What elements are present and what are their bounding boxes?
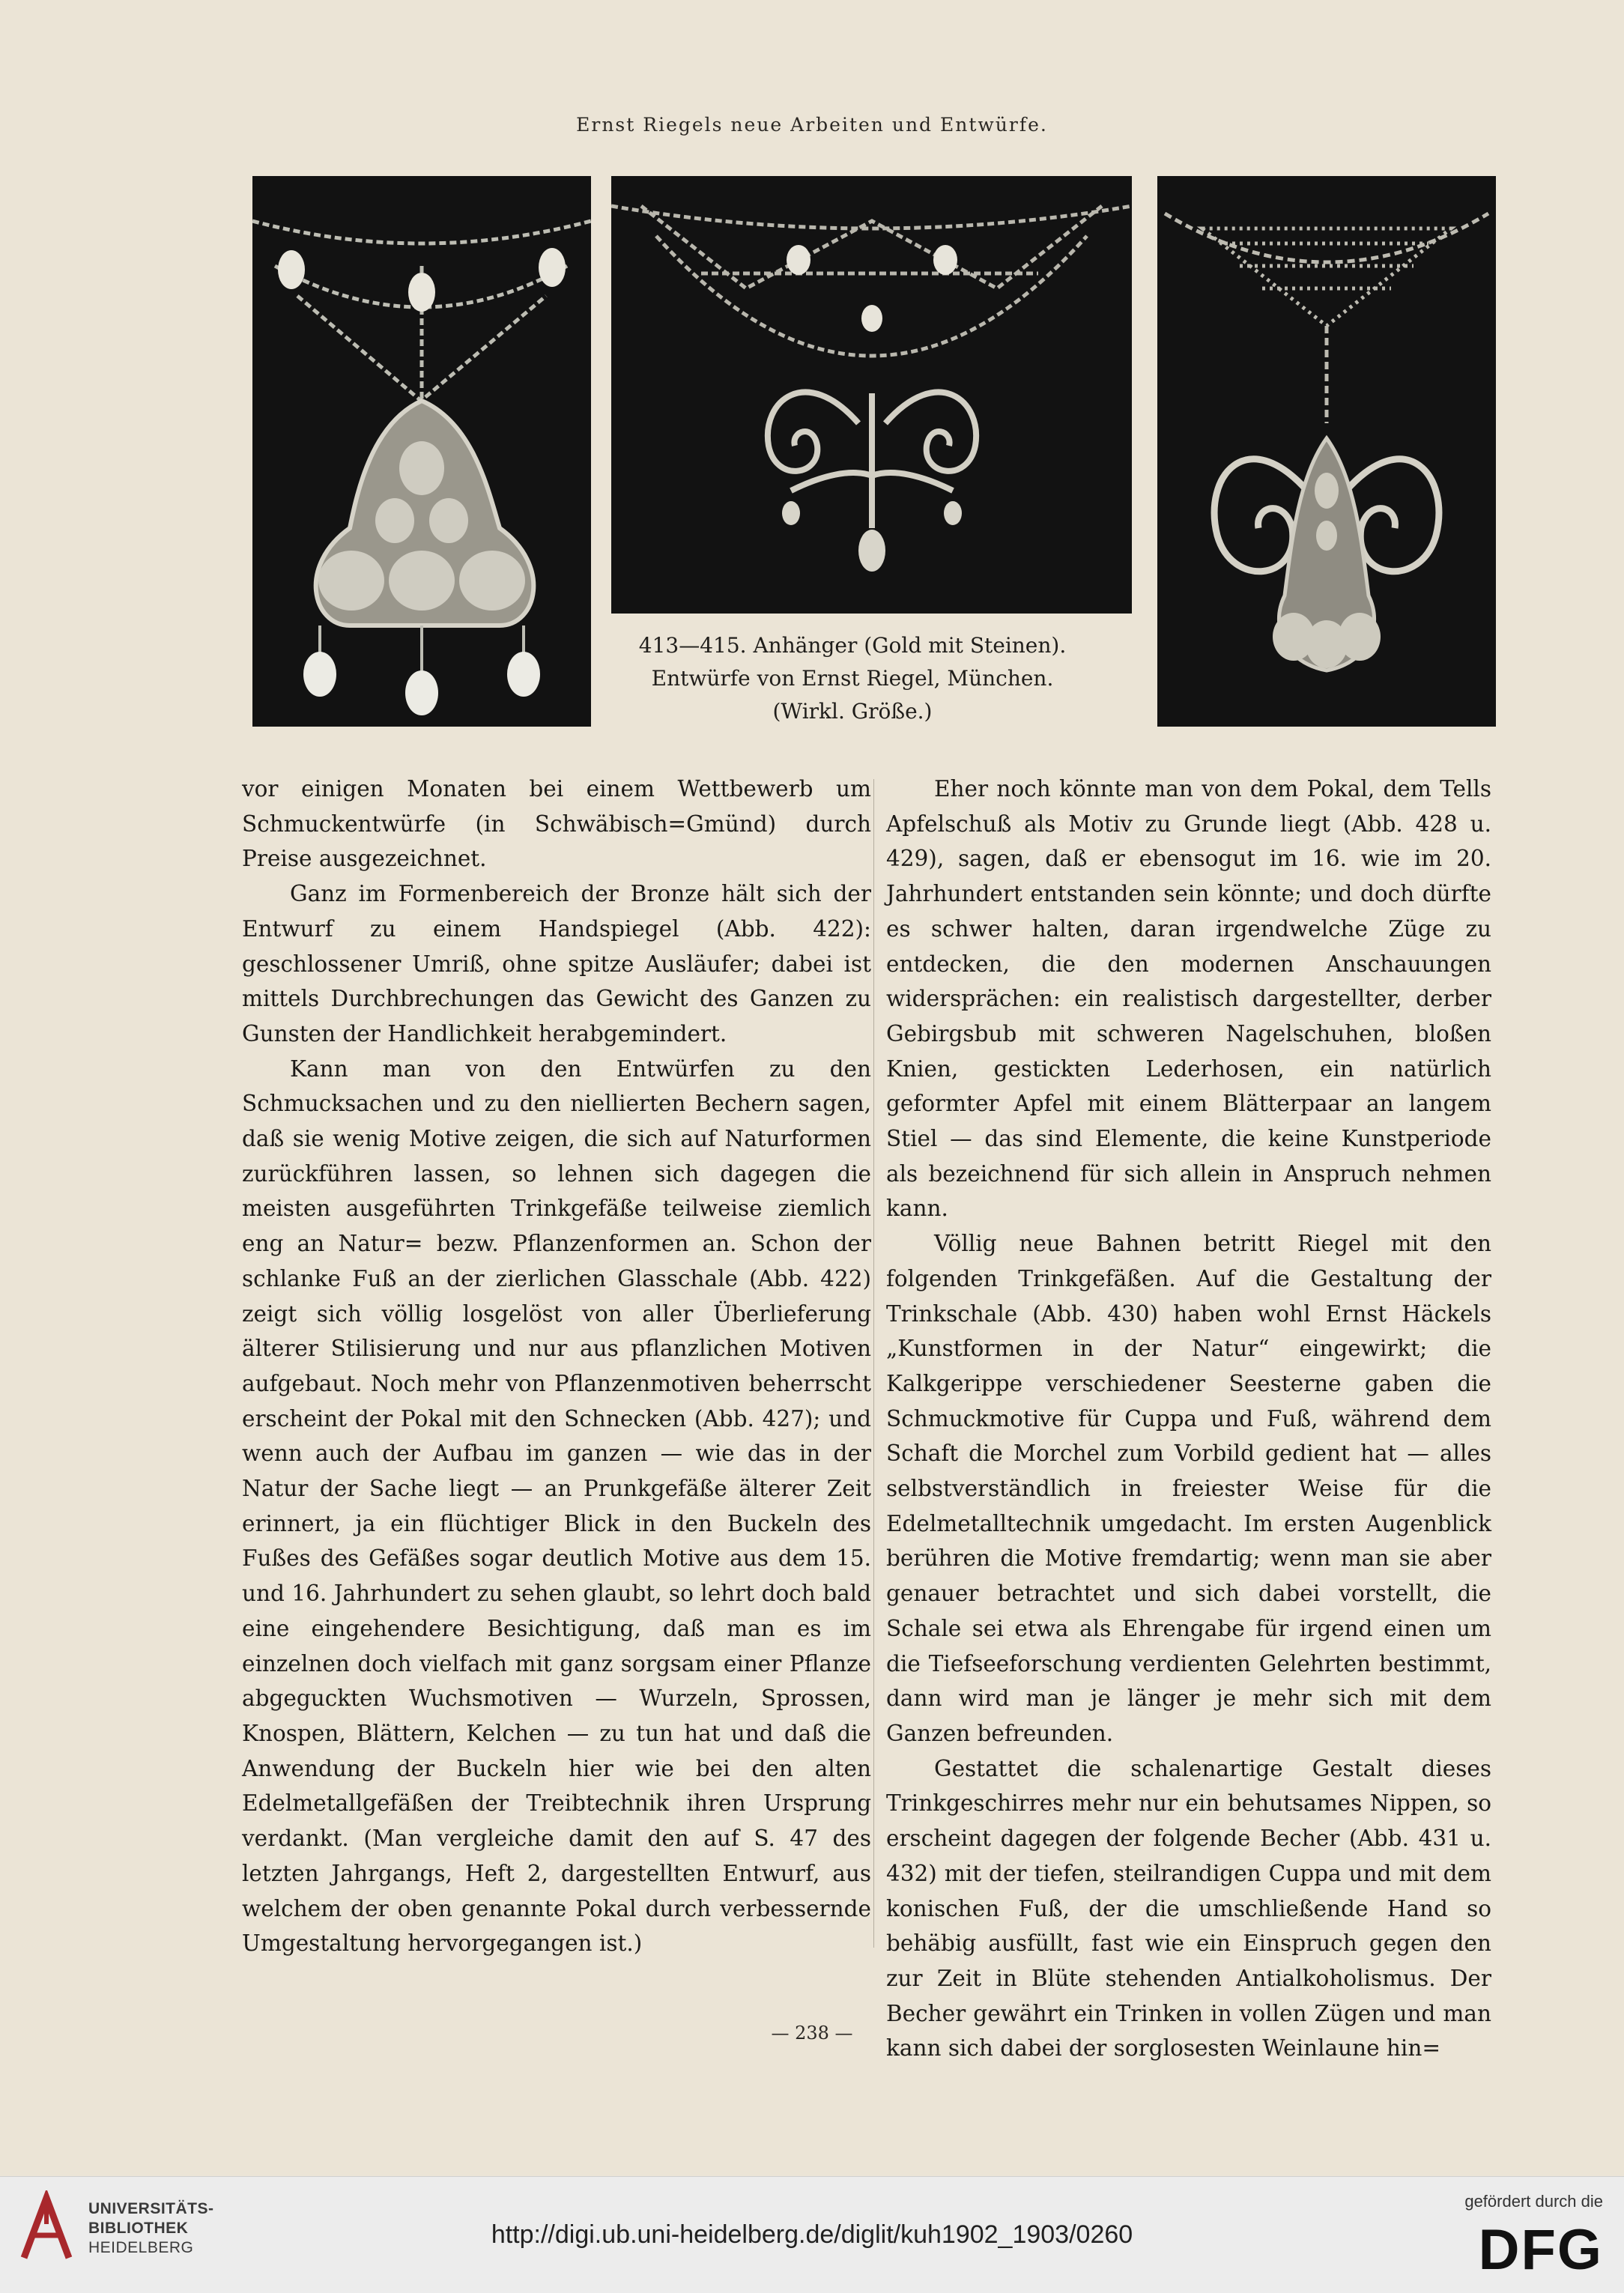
- paragraph: Gestattet die schalenartige Gestalt dieses Trinkgeschirres mehr nur ein behutsames Nippen, so erscheint dagegen der folgende Becher (Abb. 431 u. 432) mit der tiefen, steilrandigen Cuppa und mit dem konischen Fuß, der die umschließende Hand so behäbig ausfüllt, fast wie ein Einspruch gegen den zur Zeit in Blüte stehenden Antialkoholismus. Der Becher gewährt ein Trinken in vollen Zügen und man kann sich dabei der sorglosesten Weinlaune hin=: [886, 1755, 1491, 2062]
- text-column-right: [886, 772, 1491, 2066]
- pendant-413-image: [252, 176, 591, 727]
- figure-caption: [613, 629, 1092, 728]
- paragraph: Eher noch könnte man von dem Pokal, dem Tells Apfelschuß als Motiv zu Grunde liegt (Abb. 428 u. 429), sagen, daß er ebensogut im 16. wie im 20. Jahrhundert entstanden sein könnte; und doch dürfte es schwer halten, daran irgendwelche Züge zu entdecken, die den modernen Anschauungen widersprächen: ein realistisch dargestellter, derber Gebirgsbub mit schweren Nagelschuhen, bloßen Knien, gestickten Lederhosen, ein natürlich geformter Apfel mit einem Blätterpaar an langem Stiel — das sind Elemente, die keine Kunstperiode als bezeichnend für sich allein in Anspruch nehmen kann.: [886, 776, 1491, 1222]
- paragraph: Kann man von den Entwürfen zu den Schmucksachen und zu den niellierten Bechern sagen, daß sie wenig Motive zeigen, die sich auf Naturformen zurückführen lassen, so lehnen sich dagegen die meisten ausgeführten Trinkgefäße teilweise ziemlich eng an Natur= bezw. Pflanzenformen an. Schon der schlanke Fuß an der zierlichen Glasschale (Abb. 422) zeigt sich völlig losgelöst von aller Überlieferung älterer Stilisierung und nur aus pflanzlichen Motiven aufgebaut. Noch mehr von Pflanzenmotiven beherrscht erscheint der Pokal mit den Schnecken (Abb. 427); und wenn auch der Aufbau im ganzen — wie das in der Natur der Sache liegt — an Prunkgefäße älterer Zeit erinnert, ja ein flüchtiger Blick in den Buckeln des Fußes des Gefäßes sogar deutlich Motive aus dem 15. und 16. Jahrhundert zu sehen glaubt, so lehrt doch bald eine eingehendere Besichtigung, daß man es im einzelnen doch vielfach mit ganz sorgsam einer Pflanze abgeguckten Wuchsmotiven — Wurzeln, Sprossen, Knospen, Blättern, Kelchen — zu tun hat und daß die Anwendung der Buckeln hier wie bei den alten Edelmetallgefäßen der Treibtechnik ihren Ursprung verdankt. (Man vergleiche damit den auf S. 47 des letzten Jahrgangs, Heft 2, dargestellten Entwurf, aus welchem der oben genannte Pokal durch verbessernde Umgestaltung hervorgegangen ist.): [242, 1055, 871, 1957]
- paragraph: Ganz im Formenbereich der Bronze hält sich der Entwurf zu einem Handspiegel (Abb. 422): geschlossener Umriß, ohne spitze Ausläufer; dabei ist mittels Durchbrechungen das Gewicht des Ganzen zu Gunsten der Handlichkeit herabgemindert.: [242, 881, 871, 1046]
- caption-line: Entwürfe von Ernst Riegel, München.: [651, 666, 1054, 691]
- dfg-logo: DFG: [1478, 2218, 1603, 2282]
- paragraph: vor einigen Monaten bei einem Wettbewerb um Schmuckentwürfe (in Schwäbisch=Gmünd) durch Preise ausgezeichnet.: [242, 776, 871, 872]
- paragraph: Völlig neue Bahnen betritt Riegel mit den folgenden Trinkgefäßen. Auf die Gestaltung der Trinkschale (Abb. 430) haben wohl Ernst Häckels „Kunstformen in der Natur“ eingewirkt; die Kalkgerippe verschiedener Seesterne gaben die Schmuckmotive für Cuppa und Fuß, während dem Schaft die Morchel zum Vorbild gedient hat — alles selbstverständlich in freiester Weise für die Edelmetalltechnik umgedacht. Im ersten Augenblick berühren die Motive fremdartig; wenn man sie aber genauer betrachtet und sich dabei vorstellt, die Schale sei etwa als Ehrengabe für irgend einen um die Tiefseeforschung verdienten Gelehrten bestimmt, dann wird man je länger je mehr sich mit dem Ganzen befreunden.: [886, 1231, 1491, 1746]
- pendant-414-image: [611, 176, 1132, 614]
- library-name: UNIVERSITÄTS- BIBLIOTHEK HEIDELBERG: [88, 2200, 214, 2256]
- caption-line: (Wirkl. Größe.): [772, 699, 933, 724]
- page-number: — 238 —: [771, 2023, 853, 2044]
- running-title: Ernst Riegels neue Arbeiten und Entwürfe.: [576, 114, 1048, 136]
- column-divider: [873, 779, 874, 1948]
- viewer-footer: [0, 2176, 1624, 2293]
- permalink-url[interactable]: http://digi.ub.uni-heidelberg.de/diglit/kuh1902_1903/0260: [491, 2220, 1133, 2249]
- pendant-415-image: [1157, 176, 1496, 727]
- text-column-left: [242, 772, 871, 1961]
- caption-line: 413—415. Anhänger (Gold mit Steinen).: [638, 633, 1067, 658]
- figure-413-pendant: [252, 176, 591, 727]
- figure-415-pendant: [1157, 176, 1496, 727]
- funding-label: gefördert durch die: [1464, 2192, 1603, 2211]
- figure-414-pendant: [611, 176, 1132, 614]
